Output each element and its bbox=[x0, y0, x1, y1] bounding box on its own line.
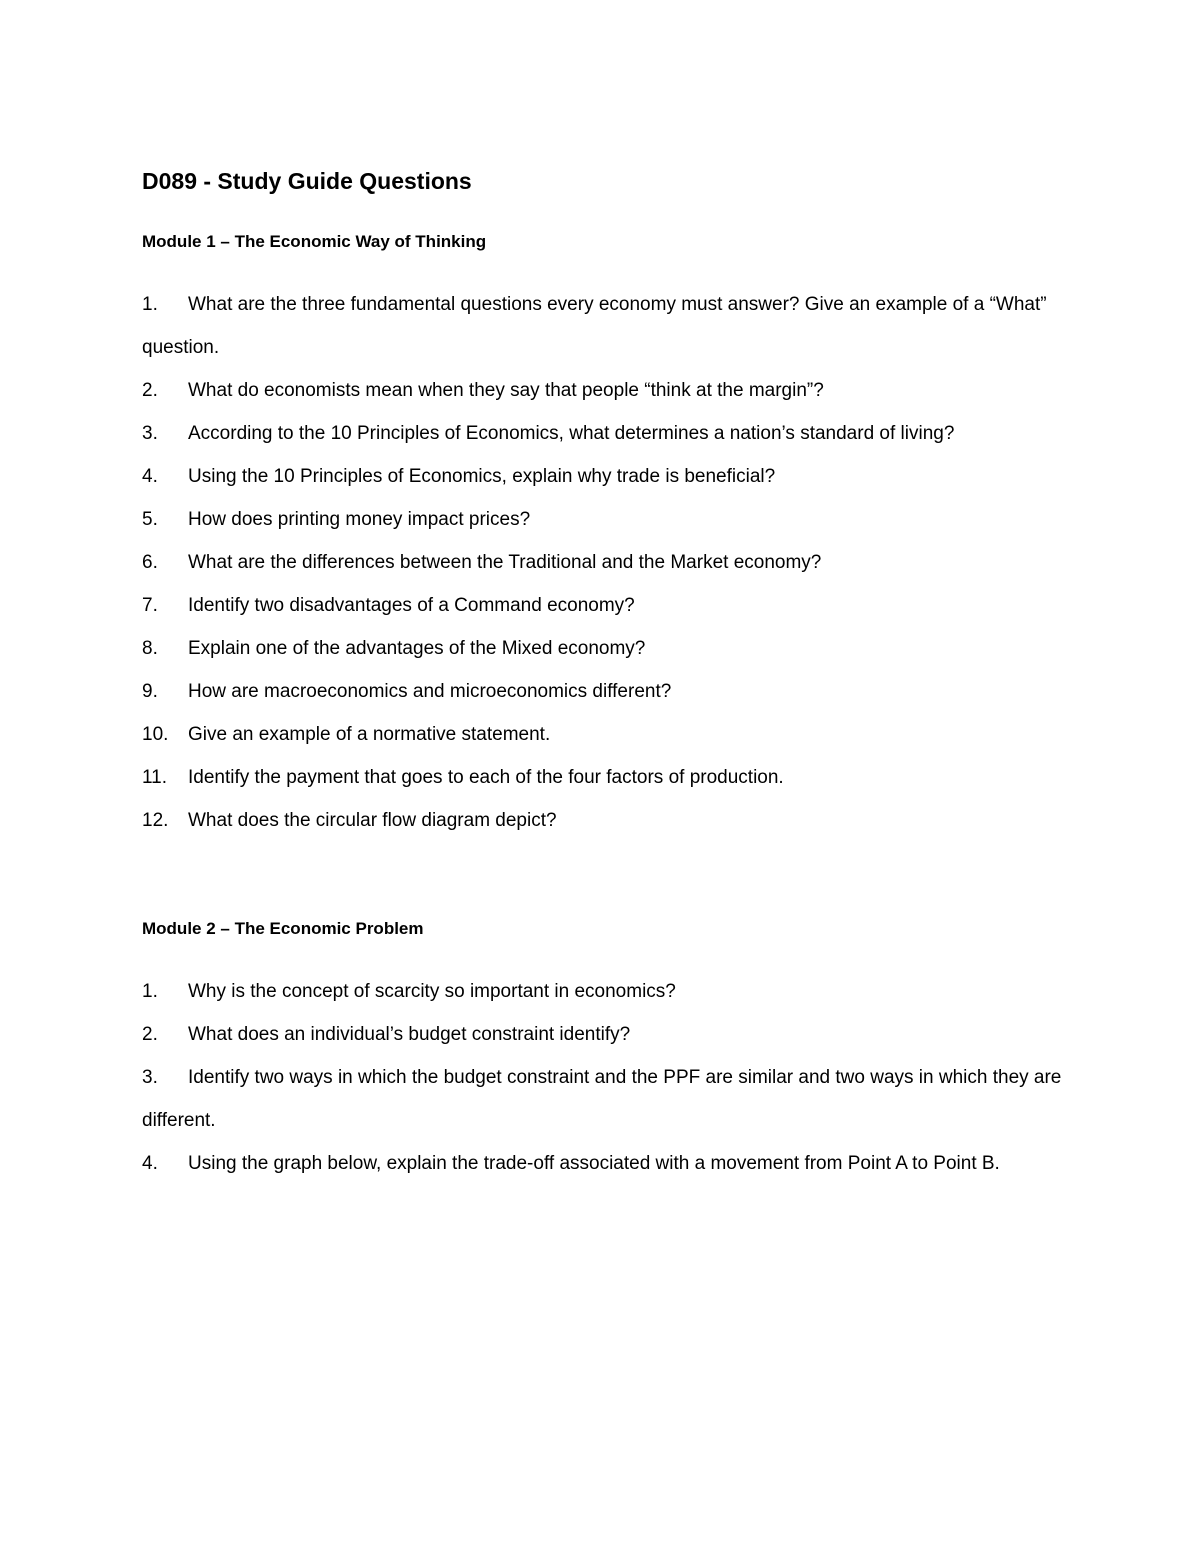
question-number: 3. bbox=[142, 1067, 158, 1088]
question-text: How does printing money impact prices? bbox=[188, 509, 531, 530]
question-text: Why is the concept of scarcity so important in economics? bbox=[188, 981, 676, 1002]
module-1-section bbox=[142, 230, 1072, 842]
question-text: How are macroeconomics and microeconomics different? bbox=[188, 681, 672, 702]
question-item bbox=[142, 412, 1072, 455]
module-2-heading: Module 2 – The Economic Problem bbox=[142, 919, 424, 938]
question-number: 1. bbox=[142, 981, 158, 1002]
question-text: Identify the payment that goes to each of the four factors of production. bbox=[188, 767, 784, 788]
question-item bbox=[142, 1056, 1072, 1142]
question-text: What are the differences between the Traditional and the Market economy? bbox=[188, 552, 822, 573]
question-text: Give an example of a normative statement. bbox=[188, 724, 551, 745]
question-number: 10. bbox=[142, 724, 169, 745]
question-number: 3. bbox=[142, 423, 158, 444]
question-item bbox=[142, 498, 1072, 541]
question-item bbox=[142, 369, 1072, 412]
question-text: What does the circular flow diagram depict? bbox=[188, 810, 557, 831]
question-number: 1. bbox=[142, 294, 158, 315]
question-text: Explain one of the advantages of the Mixed economy? bbox=[188, 638, 646, 659]
question-number: 2. bbox=[142, 380, 158, 401]
question-number: 8. bbox=[142, 638, 158, 659]
question-item bbox=[142, 670, 1072, 713]
question-item bbox=[142, 1142, 1072, 1185]
question-item bbox=[142, 713, 1072, 756]
question-number: 7. bbox=[142, 595, 158, 616]
question-number: 5. bbox=[142, 509, 158, 530]
question-text: Using the graph below, explain the trade-off associated with a movement from Point A to Point B. bbox=[188, 1153, 1000, 1174]
question-item bbox=[142, 584, 1072, 627]
question-item bbox=[142, 970, 1072, 1013]
question-text: Using the 10 Principles of Economics, explain why trade is beneficial? bbox=[188, 466, 776, 487]
question-text: Identify two ways in which the budget constraint and the PPF are similar and two ways in which they are different. bbox=[142, 1067, 1062, 1131]
page-title: D089 - Study Guide Questions bbox=[142, 168, 472, 194]
question-text: According to the 10 Principles of Economics, what determines a nation’s standard of living? bbox=[188, 423, 955, 444]
module-1-question-list bbox=[142, 283, 1072, 842]
question-number: 9. bbox=[142, 681, 158, 702]
question-item bbox=[142, 1013, 1072, 1056]
question-item bbox=[142, 627, 1072, 670]
question-text: What are the three fundamental questions every economy must answer? Give an example of a “What” question. bbox=[142, 294, 1047, 358]
question-text: What does an individual’s budget constraint identify? bbox=[188, 1024, 631, 1045]
question-item bbox=[142, 541, 1072, 584]
question-item bbox=[142, 799, 1072, 842]
question-number: 6. bbox=[142, 552, 158, 573]
question-text: What do economists mean when they say that people “think at the margin”? bbox=[188, 380, 824, 401]
question-item bbox=[142, 455, 1072, 498]
question-item bbox=[142, 756, 1072, 799]
module-2-question-list bbox=[142, 970, 1072, 1185]
question-number: 11. bbox=[142, 767, 168, 788]
module-1-heading: Module 1 – The Economic Way of Thinking bbox=[142, 232, 487, 251]
question-number: 12. bbox=[142, 810, 169, 831]
question-number: 4. bbox=[142, 1153, 158, 1174]
question-item bbox=[142, 283, 1072, 369]
question-number: 2. bbox=[142, 1024, 158, 1045]
question-number: 4. bbox=[142, 466, 158, 487]
question-text: Identify two disadvantages of a Command economy? bbox=[188, 595, 635, 616]
module-2-section bbox=[142, 917, 1072, 1185]
